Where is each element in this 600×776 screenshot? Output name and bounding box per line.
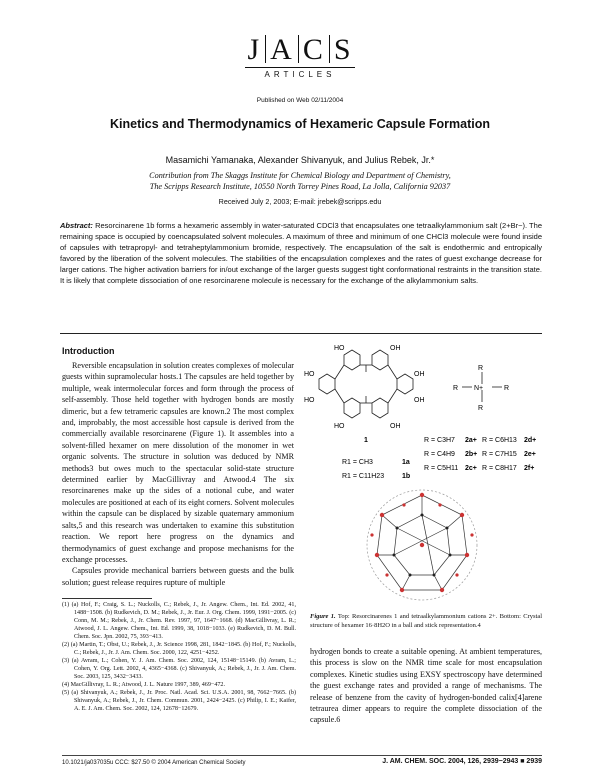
affiliation	[0, 170, 600, 192]
publication-date: Published on Web 02/11/2004	[256, 97, 344, 104]
series-d-id: 2d+	[524, 437, 537, 444]
series-e-id: 2e+	[524, 451, 536, 458]
reference-4: (4) MacGillivray, L. R.; Atwood, J. L. Nature 1997, 389, 469−472.	[62, 682, 225, 688]
journal-logo	[0, 34, 600, 66]
paragraph-1: Reversible encapsulation in solution creates complexes of molecular guests within supramolecular hosts.1 The capsules are held together by multiple, weak intermolecular forces and form through the process of self-assembly. Those held together with hydrogen bonds are mostly dimeric, but a few tetrameric capsules are known.2 The most complex and, improbably, the most accessible host capsule is derived from the commercially available resorcinarene (Figure 1). It assembles into a solvent-filled hexamer on mere dissolution of the monomer in wet organic solvents. The structure in solution was deduced by NMR methods3 but owes much to the spectacular solid-state structure determined earlier by MacGillivray and Atwood.4 The six resorcinarenes make up the sides of a notional cube, and water molecules are positioned at each of its eight corners. Solvent molecules within the capsule can be displaced by sizable quaternary ammonium salts,5 and this research was undertaken to examine this substitution reaction. We report here progress on the dynamics and thermodynamics of guest exchange and propose mechanisms for the exchange processes.	[62, 361, 294, 564]
reference-3: (3) (a) Avram, L.; Cohen, Y. J. Am. Chem. Soc. 2002, 124, 15148−15149. (b) Avram, L.; Cohen, Y. Org. Lett. 2002, 4, 4365−4368. (c) Shivanyuk, A.; Rebek, J., Jr. J. Am. Chem. Soc. 2003, 125, 3432−3433.	[62, 658, 296, 680]
series-c-id: 2c+	[465, 465, 477, 472]
cation-series	[424, 437, 536, 472]
oh-label-7: HO	[334, 423, 345, 430]
abstract-divider	[60, 333, 542, 334]
ammonium-r-right: R	[504, 385, 510, 392]
footer-citation: J. AM. CHEM. SOC. 2004, 126, 2939−2943 ■ 2939	[382, 758, 542, 765]
oh-label-1: HO	[334, 345, 345, 352]
series-c-left: R = C5H11	[424, 465, 459, 472]
series-a-right: R = C6H13	[482, 437, 517, 444]
figure-1	[302, 340, 542, 610]
right-paragraph: hydrogen bonds to create a suitable opening. At ambient temperatures, this process is slow on the NMR time scale for most encapsulation complexes. Kinetic studies using EXSY spectroscopy have determined the guest exchange rates and provided a range of mechanisms. The release of benzene from the cavity of hydrogen-bonded calix[4]arene tetraurea dimer appears to require the complete dissociation of the capsule.6	[310, 647, 542, 725]
logo-letter-s: S	[333, 33, 353, 66]
series-b-left: R = C4H9	[424, 451, 455, 458]
article-title: Kinetics and Thermodynamics of Hexameric Capsule Formation	[110, 117, 490, 131]
caption-label: Figure 1.	[310, 613, 336, 620]
ammonium-r-left: R	[453, 385, 459, 392]
affiliation-line-1: Contribution from The Skaggs Institute for Chemical Biology and Department of Chemistry,	[149, 171, 451, 180]
logo-letter-c: C	[302, 33, 325, 66]
ammonium-n: N+	[474, 385, 484, 392]
series-c-right: R = C8H17	[482, 465, 517, 472]
logo-letter-a: A	[270, 33, 294, 66]
paragraph-2: Capsules provide mechanical barriers between guests and the bulk solution; guest release requires rupture of multiple	[62, 566, 294, 587]
label-1b: 1b	[402, 473, 411, 480]
author-list: Masamichi Yamanaka, Alexander Shivanyuk, and Julius Rebek, Jr.*	[165, 155, 435, 165]
logo-subtitle: ARTICLES	[264, 70, 336, 79]
footer-divider	[62, 755, 542, 756]
oh-label-5: HO	[304, 397, 315, 404]
references	[62, 601, 296, 713]
ammonium-r-top: R	[478, 365, 484, 372]
abstract	[60, 221, 542, 286]
left-column	[62, 346, 294, 588]
received-date: Received July 2, 2003; E-mail: jrebek@scripps.edu	[218, 197, 382, 206]
series-f-id: 2f+	[524, 465, 535, 472]
oh-label-8: OH	[390, 423, 401, 430]
footer-doi: 10.1021/ja037035u CCC: $27.50 © 2004 American Chemical Society	[62, 760, 246, 766]
oh-label-2: OH	[390, 345, 401, 352]
r1-1b: R1 = C11H23	[342, 473, 385, 480]
section-heading: Introduction	[62, 346, 115, 356]
right-column	[310, 646, 542, 726]
oh-label-6: OH	[414, 397, 425, 404]
abstract-label: Abstract:	[60, 221, 93, 230]
oh-label-3: HO	[304, 371, 315, 378]
oh-label-4: OH	[414, 371, 425, 378]
r1-1a: R1 = CH3	[342, 459, 373, 466]
label-1a: 1a	[402, 459, 410, 466]
figure-caption	[310, 613, 542, 630]
reference-5: (5) (a) Shivanyuk, A.; Rebek, J., Jr. Proc. Natl. Acad. Sci. U.S.A. 2001, 98, 7662−7665. (b) Shivanyuk, A.; Rebek, J., Jr. Chem. Commun. 2001, 2424−2425. (c) Philip, I. E.; Kaifer, A. E. J. Am. Chem. Soc. 2002, 124, 12678−12679.	[62, 690, 296, 712]
caption-text: Top: Resorcinarenes 1 and tetraalkylammonium cations 2+. Bottom: Crystal structure of hexamer 16·8H2O in a ball and stick representation.4	[310, 613, 543, 629]
logo-divider	[245, 67, 355, 68]
resorcinarene-structure	[319, 350, 413, 418]
reference-2: (2) (a) Martin, T.; Obst, U.; Rebek, J., Jr. Science 1998, 281, 1842−1845. (b) Hof, F.; Nuckolls, C.; Rebek, J., Jr. J. Am. Chem. Soc. 2000, 122, 4251−4252.	[62, 642, 296, 656]
abstract-text: Resorcinarene 1b forms a hexameric assembly in water-saturated CDCl3 that encapsulates one tetraalkylammonium salt (2+Br−). The remaining space is occupied by coencapsulated solvent molecules. A maximum of three and minimum of one CHCl3 molecule were found inside of capsules with tetrapropyl- and tetraheptylammonium bromide, respectively. The encapsulation of the salt is endothermic and entropically favored by the liberation of the solvent molecules. The stabilities of the encapsulation complexes and the rates of guest exchange decrease for larger cations. The higher activation barriers for in/out exchange of the larger guests suggest tight conformational restraints in the transition state. It is likely that complete dissociation of one resorcinarene molecule is necessary for the exchange of the alkylammonium salts.	[60, 221, 542, 285]
series-b-id: 2b+	[465, 451, 478, 458]
compound-1-label: 1	[364, 437, 368, 444]
reference-1: (1) (a) Hof, F.; Craig, S. L.; Nuckolls, C.; Rebek, J., Jr. Angew. Chem., Int. Ed. 2002, 41, 1488−1508. (b) Rudkevich, D. M.; Rebek, J., Jr. Eur. J. Org. Chem. 1999, 1991−2005. (c) Conn, M. M.; Rebek, J., Jr. Chem. Rev. 1997, 97, 1647−1668. (d) MacGillivray, L. R.; Atwood, J. L. Angew. Chem., Int. Ed. 1999, 38, 1018−1033. (e) Rudkevich, D. M. Bull. Chem. Soc. Jpn. 2002, 75, 393−413.	[62, 602, 296, 640]
references-divider	[62, 598, 152, 599]
affiliation-line-2: The Scripps Research Institute, 10550 North Torrey Pines Road, La Jolla, California 92037	[149, 182, 451, 191]
logo-letter-j: J	[247, 33, 262, 66]
series-a-id: 2a+	[465, 437, 477, 444]
ammonium-r-bottom: R	[478, 405, 484, 412]
series-a-left: R = C3H7	[424, 437, 455, 444]
series-b-right: R = C7H15	[482, 451, 517, 458]
